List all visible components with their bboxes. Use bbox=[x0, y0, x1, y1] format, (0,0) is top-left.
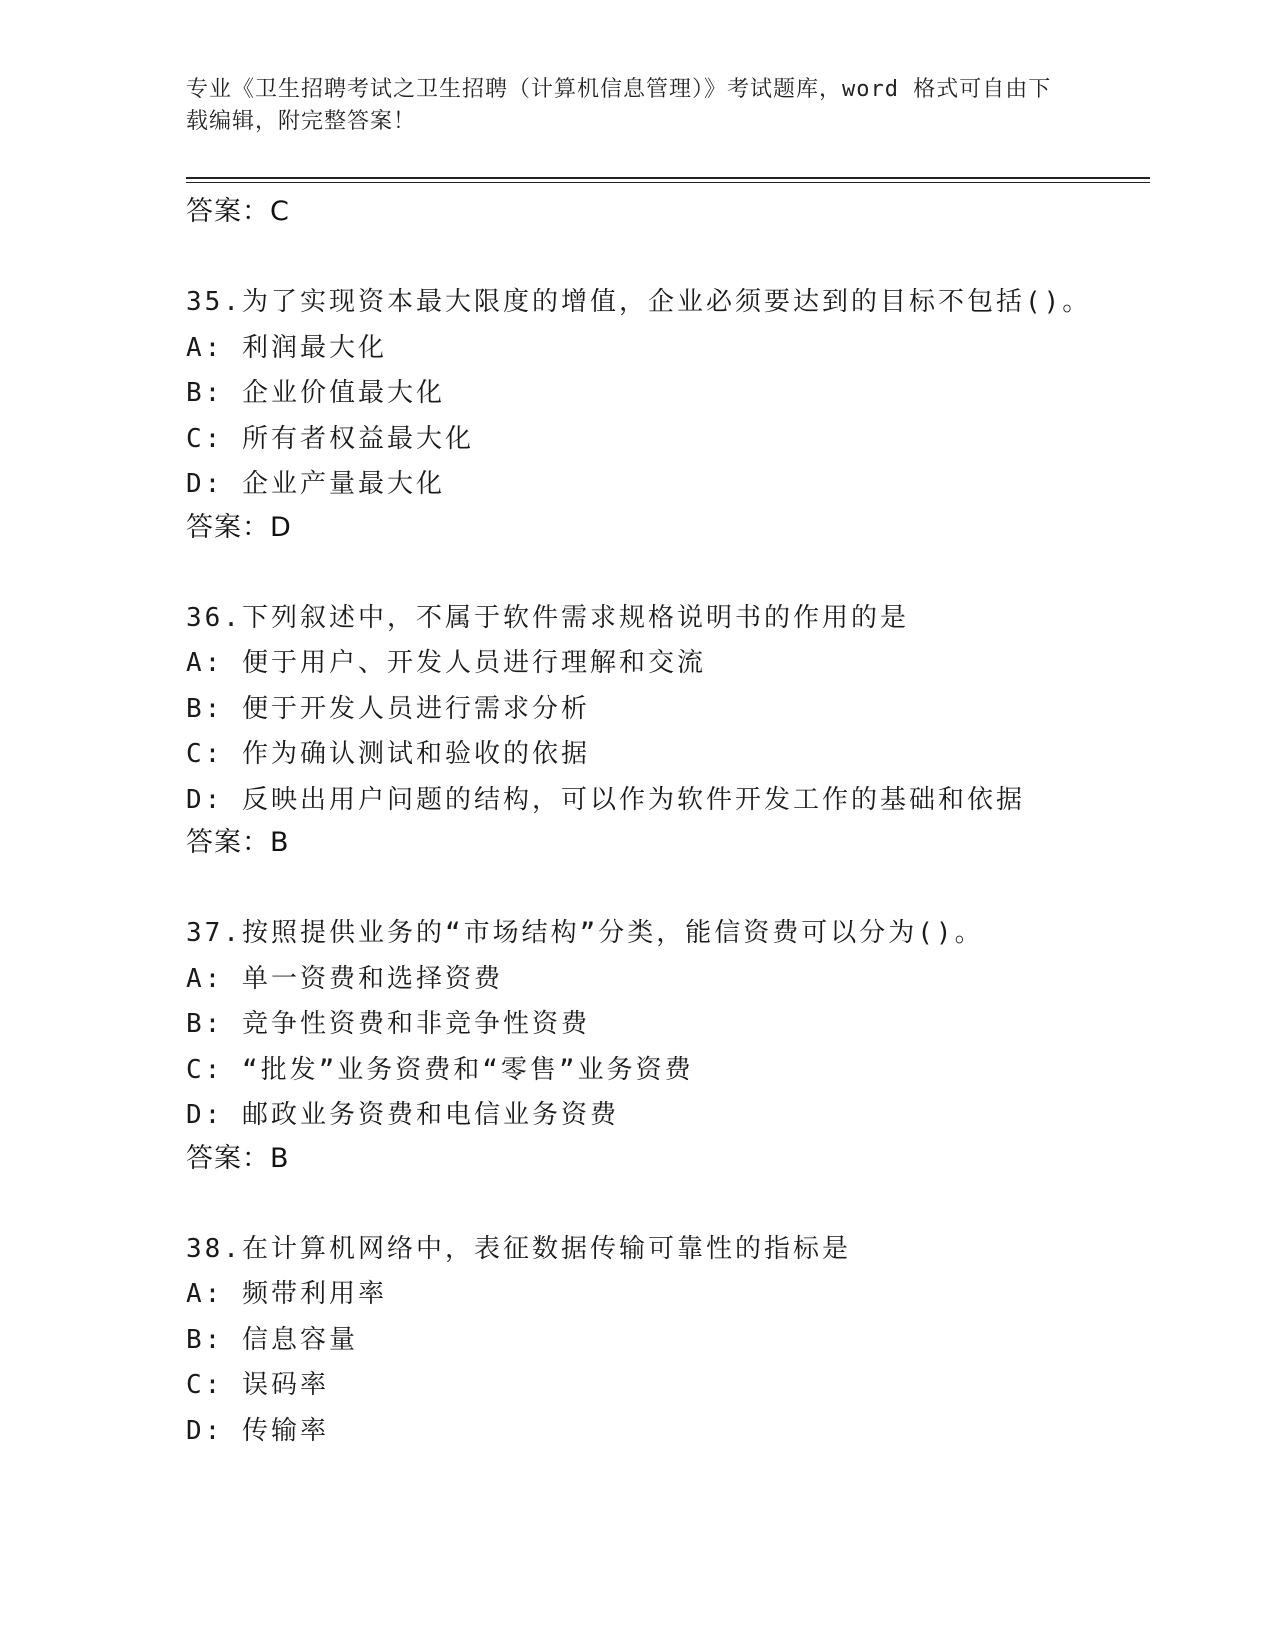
question-title: 38.在计算机网络中，表征数据传输可靠性的指标是 bbox=[186, 1233, 851, 1264]
answer-line: 答案：B bbox=[186, 827, 290, 858]
option-b: B: 便于开发人员进行需求分析 bbox=[186, 693, 590, 724]
question-title: 35.为了实现资本最大限度的增值，企业必须要达到的目标不包括()。 bbox=[186, 287, 1092, 317]
option-a: A: 利润最大化 bbox=[186, 332, 387, 363]
option-c: C: 所有者权益最大化 bbox=[186, 423, 474, 454]
option-c: C: 作为确认测试和验收的依据 bbox=[186, 739, 590, 769]
option-d: D: 邮政业务资费和电信业务资费 bbox=[186, 1100, 619, 1130]
option-b: B: 信息容量 bbox=[186, 1324, 358, 1355]
option-b: B: 企业价值最大化 bbox=[186, 378, 445, 408]
option-d: D: 企业产量最大化 bbox=[186, 469, 445, 499]
document-header: 专业《卫生招聘考试之卫生招聘（计算机信息管理）》考试题库，word 格式可自由下载编辑，附完整答案！ bbox=[186, 77, 1052, 134]
option-a: A: 单一资费和选择资费 bbox=[186, 963, 503, 994]
question-35 bbox=[186, 280, 1186, 552]
answer-line: 答案：B bbox=[186, 1142, 290, 1174]
question-title: 37.按照提供业务的“市场结构”分类，能信资费可以分为()。 bbox=[186, 918, 984, 948]
option-b: B: 竞争性资费和非竞争性资费 bbox=[186, 1009, 590, 1039]
option-d: D: 传输率 bbox=[186, 1415, 329, 1446]
question-37 bbox=[186, 911, 1186, 1183]
option-c: C: “批发”业务资费和“零售”业务资费 bbox=[186, 1054, 694, 1085]
option-c: C: 误码率 bbox=[186, 1370, 329, 1400]
question-list bbox=[186, 192, 1186, 1454]
question-title: 36.下列叙述中，不属于软件需求规格说明书的作用的是 bbox=[186, 602, 909, 633]
answer-line: 答案：C bbox=[186, 196, 290, 227]
header-divider bbox=[186, 177, 1150, 183]
option-d: D: 反映出用户问题的结构，可以作为软件开发工作的基础和依据 bbox=[186, 784, 1025, 815]
answer-line: 答案：D bbox=[186, 511, 292, 543]
option-a: A: 便于用户、开发人员进行理解和交流 bbox=[186, 648, 706, 678]
option-a: A: 频带利用率 bbox=[186, 1279, 387, 1309]
question-36 bbox=[186, 596, 1186, 868]
question-38 bbox=[186, 1227, 1186, 1455]
